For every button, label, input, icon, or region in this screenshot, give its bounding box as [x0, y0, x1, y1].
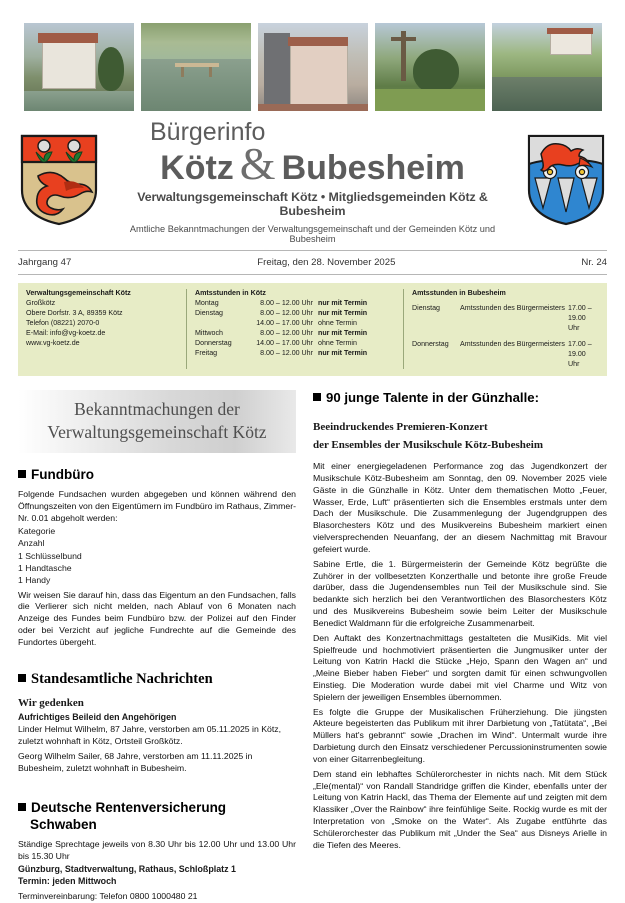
fundbuero-col-head-kategorie: Kategorie [18, 525, 56, 536]
hours-description: Amtsstunden des Bürgermeisters [460, 304, 565, 312]
contact-line: Telefon (08221) 2070-0 [26, 319, 100, 328]
contact-column [18, 289, 187, 369]
article-paragraph: Es folgte die Gruppe der Musikalischen Früherziehung. Die jüngsten Akteure begeisterten das Publikum mit ihrer Darbietung von „Tatütata“, „Bei Müllers hat's gebrannt“ sowie „Drachen im Wind“. Untermalt wurde ihre Darbietung durch den Einsatz verschiedener Percussioninstrumenten sowie von einer Gitarrenbegleitung. [313, 706, 607, 764]
hours-day: Donnerstag [195, 339, 232, 348]
masthead-bubesheim: Bubesheim [281, 149, 465, 187]
bubesheim-coat-of-arms [525, 132, 607, 232]
office-hours-row [195, 338, 395, 348]
right-column [313, 390, 607, 903]
bubesheim-hours-row [412, 303, 599, 333]
bullet-square-icon [18, 803, 26, 811]
hours-note: ohne Termin [318, 319, 357, 328]
fundbuero-col-head-anzahl: Anzahl [18, 538, 45, 549]
contact-email[interactable]: E-Mail: info@vg-koetz.de [26, 329, 106, 338]
issue-number: Nr. 24 [581, 257, 607, 268]
renten-location: Günzburg, Stadtverwaltung, Rathaus, Schloßplatz 1 [18, 864, 236, 875]
hours-time: 8.00 – 12.00 Uhr [260, 329, 313, 338]
masthead-subtitle: Verwaltungsgemeinschaft Kötz • Mitgliedsgemeinden Kötz & Bubesheim [137, 190, 488, 218]
hours-day: Dienstag [412, 304, 440, 312]
photo-rathaus-town-hall [257, 22, 369, 112]
standesamt-subheading: Wir gedenken [18, 697, 84, 710]
hours-day: Freitag [195, 349, 218, 358]
standesamt-condolence: Aufrichtiges Beileid den Angehörigen [18, 712, 177, 723]
office-hours-row [195, 318, 395, 328]
hours-description: Amtsstunden des Bürgermeisters [460, 340, 565, 349]
article-lead-line2: der Ensembles der Musikschule Kötz-Bubesheim [313, 439, 543, 452]
bubesheim-hours-row [412, 339, 599, 369]
masthead-ampersand: & [239, 138, 276, 189]
announcements-banner [18, 390, 296, 453]
title-block [104, 120, 521, 244]
hours-note: nur mit Termin [318, 309, 368, 318]
masthead-line1: Bürgerinfo [150, 118, 266, 146]
issue-volume: Jahrgang 47 [18, 257, 72, 268]
masthead-koetz: Kötz [160, 149, 234, 187]
obituary-entry: Linder Helmut Wilhelm, 87 Jahre, verstorben am 05.11.2025 in Kötz, zuletzt wohnhaft in Kötz, Ortsteil Großkötz. [18, 724, 282, 746]
fundbuero-item: 1 Handy [18, 575, 51, 586]
hours-time: 8.00 – 12.00 Uhr [260, 309, 313, 318]
article-paragraph: Dem stand ein lebhaftes Schülerorchester in nichts nach. Mit dem Stück „Ele(mental)“ von Randall Standridge griffen die Kinder, ebenfalls unter der Leitung von Katrin Hackl, das Thema der Elemente auf und zeigten mit dem Klassiker „Over the Rainbow“ ihre feinfühlige Seite. Rockig wurde es mit der Interpretation von „Smoke on the Water“. Als Zugabe entführte das Schülerorchester das Publikum mit „Under the Sea“ aus Disneys Arielle in die Tiefen des Meeres. [313, 768, 607, 850]
renten-appointment: Termin: jeden Mittwoch [18, 876, 117, 887]
office-hours-row [195, 328, 395, 338]
hours-day: Montag [195, 299, 219, 307]
hours-day [195, 318, 241, 328]
heading-standesamtliche-nachrichten [18, 671, 296, 688]
hours-day: Donnerstag [412, 340, 449, 349]
hours-time: 14.00 – 17.00 Uhr [256, 339, 313, 348]
banner-line2: Verwaltungsgemeinschaft Kötz [47, 421, 267, 442]
hours-time: 17.00 – 19.00 Uhr [568, 304, 592, 333]
article-paragraph: Den Auftakt des Konzertnachmittags gestalteten die MusiKids. Mit viel Spielfreude und hochmotiviert präsentierten die Jungmusiker unter der Leitung von Katrin Hackl die Stücke „Hejo, Spann den Wagen an“ und „Meine Bieber haben Fieber“ und sorgten damit für einen schwungvollen Einstieg. Die Moderation wurde dabei mit viel Charme und Witz von Spielern der jeweiligen Ensembles übernommen. [313, 632, 607, 702]
article-lead-line1: Beeindruckendes Premieren-Konzert [313, 421, 488, 434]
heading-text: Standesamtliche Nachrichten [31, 670, 213, 687]
heading-text-line2: Schwaben [30, 816, 97, 832]
photo-wayside-crucifix [374, 22, 486, 112]
office-hours-row [195, 348, 395, 358]
hours-note: nur mit Termin [318, 329, 368, 338]
contact-title: Verwaltungsgemeinschaft Kötz [26, 289, 131, 297]
issue-date: Freitag, den 28. November 2025 [257, 257, 396, 268]
photo-historic-house-by-stream [23, 22, 135, 112]
fundbuero-intro: Folgende Fundsachen wurden abgegeben und können während den Öffnungszeiten von den Eigentümern im Fundbüro im Rathaus, Zimmer-Nr. 0.01 abgeholt werden: [18, 489, 296, 523]
masthead-strapline: Amtliche Bekanntmachungen der Verwaltungsgemeinschaft und der Gemeinden Kötz und Bubesheim [129, 224, 496, 244]
hours-time: 14.00 – 17.00 Uhr [256, 319, 313, 328]
photo-stream-through-meadow [491, 22, 603, 112]
office-hours-koetz-column [187, 289, 404, 369]
bullet-square-icon [18, 674, 26, 682]
heading-text: Deutsche Rentenversicherung [31, 800, 227, 816]
issue-bar [18, 251, 607, 275]
heading-deutsche-rentenversicherung [18, 800, 296, 832]
hours-time: 17.00 – 19.00 Uhr [568, 340, 592, 369]
hours-day: Mittwoch [195, 329, 223, 338]
heading-text: 90 junge Talente in der Günzhalle: [326, 390, 539, 406]
fundbuero-notice: Wir weisen Sie darauf hin, dass das Eigentum an den Fundsachen, falls die Verlierer sich nicht melden, nach Ablauf von 6 Monaten nach Anzeige des Fundes beim Fundbüro bzw. der Polizei auf den Finder oder bei Verzicht auf jegliche Fundrechte auf die Gemeinde des Fundortes übergeht. [18, 589, 296, 647]
office-hours-bubesheim-title: Amtsstunden in Bubesheim [412, 289, 506, 297]
office-hours-bubesheim-column [404, 289, 607, 369]
renten-phone: Terminvereinbarung: Telefon 0800 1000480 21 [18, 891, 198, 902]
left-column [18, 390, 296, 903]
heading-fundbuero [18, 467, 296, 483]
renten-hours: Ständige Sprechtage jeweils von 8.30 Uhr bis 12.00 Uhr und 13.00 Uhr bis 15.30 Uhr [18, 838, 296, 861]
koetz-coat-of-arms [18, 132, 100, 232]
contact-website[interactable]: www.vg-koetz.de [26, 339, 80, 348]
office-hours-koetz-title: Amtsstunden in Kötz [195, 289, 266, 297]
hours-note: ohne Termin [318, 339, 357, 348]
hours-note: nur mit Termin [318, 299, 368, 307]
photo-pond-with-jetty [140, 22, 252, 112]
masthead [0, 118, 625, 244]
contact-line: Großkötz [26, 299, 56, 307]
contact-info-box [18, 283, 607, 376]
content-columns [18, 390, 607, 903]
photo-banner [0, 0, 625, 118]
fundbuero-item: 1 Handtasche [18, 562, 72, 573]
heading-guenzhalle-article [313, 390, 607, 406]
office-hours-row [195, 308, 395, 318]
heading-text: Fundbüro [31, 467, 94, 483]
article-paragraph: Mit einer energiegeladenen Performance zog das Jugendkonzert der Musikschule Kötz-Bubesheim am Sonntag, den 09. November 2025 viele Gäste in die Günzhalle in Kötz. Unter dem thematischen Motto „Feuer, Wasser, Erde, Luft“ präsentierten sich die Ensembles erstmals unter dem Dach der Musikschule. Die Zusammenlegung der Jugendgruppen des Blasorchesters Kötz und des Musikvereins Bubesheim markiert einen vielversprechenden Neuanfang, der an diesem Nachmittag mit Bravour gefeiert wurde. [313, 461, 607, 554]
hours-note: nur mit Termin [318, 349, 368, 358]
hours-day: Dienstag [195, 309, 223, 318]
bullet-square-icon [18, 470, 26, 478]
obituary-entry: Georg Wilhelm Sailer, 68 Jahre, verstorben am 11.11.2025 in Bubesheim, zuletzt wohnhaft in Bubesheim. [18, 750, 253, 773]
office-hours-row [195, 298, 395, 308]
hours-time: 8.00 – 12.00 Uhr [260, 349, 313, 358]
article-paragraph: Sabine Ertle, die 1. Bürgermeisterin der Gemeinde Kötz begrüßte die Zuhörer in der vollbesetzten Konzerthalle und betonte ihre große Freude darüber, dass die Jugendensembles nun Teil der Musikschule sind. Sie bedankte sich herzlich bei den Verantwortlichen des Blasorchesters Kötz und des Musikvereins Bubesheim sowie beim Leiter der Musikschule Benedict Waldmann für die erfolgreiche Zusammenarbeit. [313, 558, 607, 628]
fundbuero-item: 1 Schlüsselbund [18, 550, 82, 561]
hours-time: 8.00 – 12.00 Uhr [260, 299, 313, 307]
bullet-square-icon [313, 393, 321, 401]
banner-line1: Bekanntmachungen der [74, 399, 240, 420]
contact-line: Obere Dorfstr. 3 A, 89359 Kötz [26, 309, 123, 318]
